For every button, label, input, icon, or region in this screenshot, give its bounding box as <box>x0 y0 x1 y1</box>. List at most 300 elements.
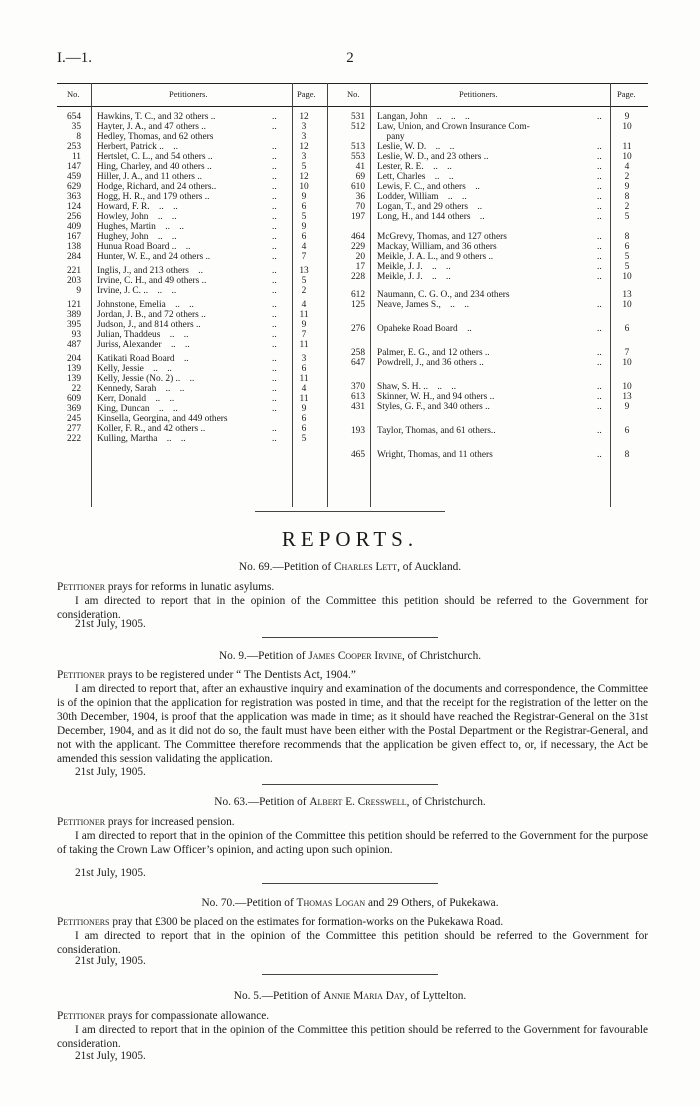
petitioner-name: Hunter, W. E., and 24 others .. <box>97 252 211 262</box>
leader-dots: .. <box>597 324 602 334</box>
petition-number: 124 <box>66 202 81 212</box>
document-code: I.—1. <box>57 50 92 66</box>
page-reference: 6 <box>301 202 307 212</box>
page-reference: 3 <box>301 132 307 142</box>
section-rule <box>255 511 445 512</box>
leader-dots: .. <box>597 392 602 402</box>
petitioner-name: Kulling, Martha .. .. <box>97 434 186 444</box>
petition-number: 70 <box>355 202 365 212</box>
petition-number: 204 <box>66 354 81 364</box>
index-row <box>57 435 327 445</box>
petitioner-name: Kelly, Jessie (No. 2) .. .. <box>97 374 195 384</box>
report-separator <box>262 974 438 975</box>
page-reference: 6 <box>624 426 630 436</box>
report-title-prefix: No. 70.—Petition of <box>201 897 297 909</box>
petition-number: 17 <box>355 262 365 272</box>
report-date: 21st July, 1905. <box>75 867 146 879</box>
report-body: I am directed to report that in the opinion of the Committee this petition should be referred to the Government for the purpose of taking the Crown Law Officer’s opinion, and acting upon such opinion. <box>57 830 648 856</box>
index-row <box>337 359 648 369</box>
leader-dots: .. <box>597 182 602 192</box>
page-reference: 11 <box>299 374 309 384</box>
page-reference: 6 <box>301 232 307 242</box>
petition-number: 221 <box>66 266 81 276</box>
petitioner-name: Lett, Charles .. .. <box>377 172 454 182</box>
petition-number: 121 <box>66 300 81 310</box>
petitioner-name: Hayter, J. A., and 47 others .. <box>97 122 206 132</box>
petition-number: 395 <box>66 320 81 330</box>
page-reference: 12 <box>299 142 309 152</box>
petitioner-name: Lodder, William .. .. <box>377 192 467 202</box>
page-reference: 11 <box>299 340 309 350</box>
leader-dots: .. <box>597 172 602 182</box>
petition-number: 431 <box>350 402 365 412</box>
header-no-left: No. <box>67 89 80 99</box>
page-reference: 5 <box>301 276 307 286</box>
petitioner-name: Irvine, C. H., and 49 others .. <box>97 276 207 286</box>
page-reference: 9 <box>301 320 307 330</box>
page-reference: 8 <box>624 192 630 202</box>
leader-dots: .. <box>272 222 277 232</box>
petition-number: 138 <box>66 242 81 252</box>
index-row <box>57 341 327 351</box>
page-reference: 11 <box>299 310 309 320</box>
leader-dots: .. <box>272 276 277 286</box>
petition-number: 147 <box>66 162 81 172</box>
report-title-prefix: No. 63.—Petition of <box>214 796 310 808</box>
petitioner-name: Thomas Logan <box>296 897 366 909</box>
petition-number: 139 <box>66 364 81 374</box>
index-row <box>337 213 648 223</box>
petition-number: 9 <box>76 286 81 296</box>
report-date: 21st July, 1905. <box>75 1050 146 1062</box>
petitioner-name: Julian, Thaddeus .. .. <box>97 330 189 340</box>
petition-number: 531 <box>350 112 365 122</box>
petition-number: 35 <box>71 122 81 132</box>
petition-number: 459 <box>66 172 81 182</box>
report-prayer <box>57 668 648 682</box>
petition-number: 284 <box>66 252 81 262</box>
leader-dots: .. <box>272 112 277 122</box>
petitioner-name: Kinsella, Georgina, and 449 others <box>97 414 228 424</box>
prayer-text: prays for reforms in lunatic asylums. <box>105 581 275 593</box>
petitioner-name: Langan, John .. .. .. <box>377 112 470 122</box>
petition-number: 487 <box>66 340 81 350</box>
page-reference: 9 <box>624 402 630 412</box>
page-reference: 9 <box>301 404 307 414</box>
header-petitioners-right: Petitioners. <box>459 89 498 99</box>
page-reference: 10 <box>622 382 632 392</box>
page-reference: 9 <box>624 182 630 192</box>
leader-dots: .. <box>597 252 602 262</box>
header-page-left: Page. <box>297 89 316 99</box>
petitioner-name: Hodge, Richard, and 24 others.. <box>97 182 217 192</box>
leader-dots: .. <box>272 172 277 182</box>
leader-dots: .. <box>272 232 277 242</box>
petitioner-name: Styles, G. F., and 340 others .. <box>377 402 490 412</box>
petitioner-name: Hedley, Thomas, and 62 others <box>97 132 214 142</box>
leader-dots: .. <box>597 426 602 436</box>
petitioner-name: Opaheke Road Board .. <box>377 324 472 334</box>
index-header <box>57 83 648 107</box>
leader-dots: .. <box>597 262 602 272</box>
petitioner-name: King, Duncan .. .. <box>97 404 178 414</box>
leader-dots: .. <box>272 300 277 310</box>
report-title <box>0 897 700 909</box>
petitioner-name: Katikati Road Board .. <box>97 354 189 364</box>
petition-number: 229 <box>350 242 365 252</box>
petition-number: 253 <box>66 142 81 152</box>
petition-number: 409 <box>66 222 81 232</box>
page-reference: 9 <box>624 112 630 122</box>
page-reference: 12 <box>299 112 309 122</box>
leader-dots: .. <box>272 424 277 434</box>
petition-number: 8 <box>76 132 81 142</box>
petition-number: 629 <box>66 182 81 192</box>
report-title <box>0 650 700 662</box>
report-title-prefix: No. 5.—Petition of <box>233 990 324 1002</box>
petition-number: 41 <box>355 162 365 172</box>
petition-number: 197 <box>350 212 365 222</box>
petitioner-name: Hughes, Martin .. .. <box>97 222 184 232</box>
petitioner-name: Inglis, J., and 213 others .. <box>97 266 203 276</box>
index-row <box>337 451 648 461</box>
index-row <box>57 253 327 263</box>
report-date: 21st July, 1905. <box>75 766 146 778</box>
report-title-suffix: and 29 Others, of Pukekawa. <box>365 897 499 909</box>
leader-dots: .. <box>272 242 277 252</box>
divider <box>610 83 611 507</box>
page-number: 2 <box>346 50 354 66</box>
petition-number: 245 <box>66 414 81 424</box>
petitioner-name: Palmer, E. G., and 12 others .. <box>377 348 490 358</box>
leader-dots: .. <box>272 340 277 350</box>
page-reference: 5 <box>624 252 630 262</box>
leader-dots: .. <box>597 300 602 310</box>
page-reference: 2 <box>624 202 630 212</box>
petitioner-label: Petitioner <box>57 669 106 681</box>
leader-dots: .. <box>272 286 277 296</box>
report-title-suffix: , of Christchurch. <box>406 796 486 808</box>
leader-dots: .. <box>272 142 277 152</box>
page-reference: 3 <box>301 354 307 364</box>
petition-number: 464 <box>350 232 365 242</box>
leader-dots: .. <box>597 232 602 242</box>
petitioner-name: Taylor, Thomas, and 61 others.. <box>377 426 496 436</box>
index-body <box>57 107 648 509</box>
leader-dots: .. <box>272 310 277 320</box>
page-reference: 2 <box>301 286 307 296</box>
leader-dots: .. <box>597 162 602 172</box>
index-row <box>57 287 327 297</box>
petitioner-name: Powdrell, J., and 36 others .. <box>377 358 484 368</box>
leader-dots: .. <box>597 382 602 392</box>
leader-dots: .. <box>597 192 602 202</box>
petitioner-name: Kerr, Donald .. .. <box>97 394 175 404</box>
petition-number: 370 <box>350 382 365 392</box>
petition-number: 465 <box>350 450 365 460</box>
page-reference: 5 <box>624 212 630 222</box>
page-reference: 9 <box>301 222 307 232</box>
petitioner-label: Petitioner <box>57 816 106 828</box>
report-body: I am directed to report that, after an exhaustive inquiry and examination of the documents and correspondence, the Committee is of the opinion that the application for registration was posted in time, and that the receipt for the registration of the letter on the 30th December, 1904, is proof that the application was made in time; as it should have reached the Registrar-General on the 31st December, 1904, and as it did not do so, the fault must have been either with the Postal Department or the Registrar-General, and not with the applicant. The Committee therefore recommends that the application be given effect to, or, if necessary, the Act be amended this session validating the application. <box>57 683 648 765</box>
report-body: I am directed to report that in the opinion of the Committee this petition should be referred to the Government for consideration. <box>57 595 648 621</box>
petition-number: 11 <box>71 152 81 162</box>
petitioner-name: Long, H., and 144 others .. <box>377 212 485 222</box>
report-title-prefix: No. 69.—Petition of <box>238 561 335 573</box>
petition-number: 609 <box>66 394 81 404</box>
leader-dots: .. <box>272 212 277 222</box>
report-title-prefix: No. 9.—Petition of <box>218 650 309 662</box>
petitioner-name: Herbert, Patrick .. .. <box>97 142 178 152</box>
petitioner-name: Hughey, John .. .. <box>97 232 177 242</box>
petition-number: 654 <box>66 112 81 122</box>
leader-dots: .. <box>597 202 602 212</box>
report-title <box>0 561 700 573</box>
petition-number: 193 <box>350 426 365 436</box>
report-separator <box>262 784 438 785</box>
page-reference: 3 <box>301 122 307 132</box>
petitioner-name: Howley, John .. .. <box>97 212 177 222</box>
page-reference: 10 <box>622 122 632 132</box>
leader-dots: .. <box>272 252 277 262</box>
petitioner-name: Meikle, J. A. L., and 9 others .. <box>377 252 494 262</box>
leader-dots: .. <box>272 364 277 374</box>
petition-number: 512 <box>350 122 365 132</box>
petitioner-label: Petitioners <box>57 916 110 928</box>
page-reference: 5 <box>301 162 307 172</box>
petitioner-name: Irvine, J. C. .. .. .. <box>97 286 177 296</box>
index-row <box>337 427 648 437</box>
petition-number: 277 <box>66 424 81 434</box>
leader-dots: .. <box>597 242 602 252</box>
leader-dots: .. <box>272 122 277 132</box>
header-petitioners-left: Petitioners. <box>169 89 208 99</box>
page-reference: 13 <box>622 290 632 300</box>
page-reference: 6 <box>624 324 630 334</box>
prayer-text: prays for compassionate allowance. <box>105 1010 270 1022</box>
leader-dots: .. <box>597 212 602 222</box>
leader-dots: .. <box>597 152 602 162</box>
report-prayer <box>57 1009 648 1023</box>
page-reference: 6 <box>301 424 307 434</box>
petitioner-label: Petitioner <box>57 581 106 593</box>
petitioner-name: Kennedy, Sarah .. .. <box>97 384 185 394</box>
petitioner-name: Wright, Thomas, and 11 others <box>377 450 493 460</box>
petition-number: 69 <box>355 172 365 182</box>
petitioner-name: Hiller, J. A., and 11 others .. <box>97 172 202 182</box>
page-reference: 7 <box>624 348 630 358</box>
petition-number: 125 <box>350 300 365 310</box>
petitioner-name: Hing, Charley, and 40 others .. <box>97 162 212 172</box>
report-separator <box>262 637 438 638</box>
petitioner-name: Hertslet, C. L., and 54 others .. <box>97 152 213 162</box>
page-reference: 5 <box>624 262 630 272</box>
leader-dots: .. <box>272 320 277 330</box>
divider <box>91 83 92 507</box>
petitioner-name: pany <box>377 132 405 142</box>
page-reference: 6 <box>301 364 307 374</box>
petitioner-name: Albert E. Cresswell <box>309 796 407 808</box>
petition-number: 228 <box>350 272 365 282</box>
page-reference: 6 <box>624 242 630 252</box>
index-row <box>337 301 648 311</box>
petitioner-name: Charles Lett <box>334 561 398 573</box>
petition-index-table <box>57 83 648 509</box>
page-reference: 7 <box>301 330 307 340</box>
petitioner-name: Lewis, F. C., and others .. <box>377 182 480 192</box>
petition-number: 647 <box>350 358 365 368</box>
report-title-suffix: , of Christchurch. <box>401 650 482 662</box>
index-row <box>337 403 648 413</box>
leader-dots: .. <box>597 142 602 152</box>
page-reference: 10 <box>622 152 632 162</box>
leader-dots: .. <box>597 348 602 358</box>
page-reference: 2 <box>624 172 630 182</box>
index-row <box>337 325 648 335</box>
petition-number: 612 <box>350 290 365 300</box>
petitioner-name: Howard, F. R. .. .. <box>97 202 178 212</box>
petitioner-name: Meikle, J. J. .. .. <box>377 262 451 272</box>
petitioner-name: Leslie, W. D. .. .. <box>377 142 455 152</box>
prayer-text: prays to be registered under “ The Dentists Act, 1904.” <box>105 669 356 681</box>
petitioner-name: Lester, R. E. .. .. <box>377 162 452 172</box>
page-reference: 4 <box>624 162 630 172</box>
petition-number: 36 <box>355 192 365 202</box>
page-reference: 5 <box>301 212 307 222</box>
petitioner-name: Juriss, Alexander .. .. <box>97 340 190 350</box>
leader-dots: .. <box>272 182 277 192</box>
leader-dots: .. <box>597 358 602 368</box>
petition-number: 20 <box>355 252 365 262</box>
leader-dots: .. <box>597 112 602 122</box>
page-reference: 4 <box>301 242 307 252</box>
petitioner-name: Hunua Road Board .. .. <box>97 242 191 252</box>
report-date: 21st July, 1905. <box>75 618 146 630</box>
page-reference: 11 <box>299 394 309 404</box>
divider <box>327 83 328 507</box>
page-reference: 9 <box>301 192 307 202</box>
page-reference: 7 <box>301 252 307 262</box>
leader-dots: .. <box>272 330 277 340</box>
index-row <box>337 273 648 283</box>
divider <box>370 83 371 507</box>
header-no-right: No. <box>347 89 360 99</box>
petitioner-name: Neave, James S., .. .. <box>377 300 469 310</box>
petition-number: 203 <box>66 276 81 286</box>
report-body: I am directed to report that in the opinion of the Committee this petition should be referred to the Government for consideration. <box>57 930 648 956</box>
leader-dots: .. <box>272 434 277 444</box>
petitioner-name: Johnstone, Emelia .. .. <box>97 300 194 310</box>
page-reference: 11 <box>622 142 632 152</box>
page-reference: 12 <box>299 172 309 182</box>
page-reference: 4 <box>301 300 307 310</box>
petitioner-name: Naumann, C. G. O., and 234 others <box>377 290 510 300</box>
petition-number: 93 <box>71 330 81 340</box>
report-title <box>0 990 700 1002</box>
page-reference: 6 <box>301 414 307 424</box>
leader-dots: .. <box>272 192 277 202</box>
report-title <box>0 796 700 808</box>
petition-number: 256 <box>66 212 81 222</box>
petitioner-name: Jordan, J. B., and 72 others .. <box>97 310 206 320</box>
report-title-suffix: , of Lyttelton. <box>404 990 467 1002</box>
petitioner-name: Judson, J., and 814 others .. <box>97 320 201 330</box>
page-reference: 3 <box>301 152 307 162</box>
petitioner-name: Logan, T., and 29 others .. <box>377 202 483 212</box>
report-title-suffix: , of Auckland. <box>397 561 462 573</box>
page-reference: 5 <box>301 434 307 444</box>
leader-dots: .. <box>272 162 277 172</box>
petitioner-name: Meikle, J. J. .. .. <box>377 272 451 282</box>
leader-dots: .. <box>272 152 277 162</box>
reports-heading: REPORTS. <box>281 527 419 551</box>
leader-dots: .. <box>272 394 277 404</box>
petition-number: 363 <box>66 192 81 202</box>
petitioner-name: Law, Union, and Crown Insurance Com- <box>377 122 530 132</box>
petition-number: 258 <box>350 348 365 358</box>
petition-number: 276 <box>350 324 365 334</box>
report-prayer <box>57 915 648 929</box>
report-body: I am directed to report that in the opinion of the Committee this petition should be referred to the Government for favourable consideration. <box>57 1024 648 1050</box>
petitioner-name: James Cooper Irvine <box>308 650 402 662</box>
petition-number: 222 <box>66 434 81 444</box>
petition-number: 139 <box>66 374 81 384</box>
petitioner-name: Hogg, H. R., and 179 others .. <box>97 192 210 202</box>
petition-number: 610 <box>350 182 365 192</box>
page-reference: 8 <box>624 232 630 242</box>
petition-number: 613 <box>350 392 365 402</box>
page-reference: 13 <box>299 266 309 276</box>
petition-number: 553 <box>350 152 365 162</box>
petition-number: 369 <box>66 404 81 414</box>
report-prayer <box>57 580 648 594</box>
petitioner-name: Shaw, S. H. .. .. .. <box>377 382 457 392</box>
leader-dots: .. <box>272 374 277 384</box>
report-prayer <box>57 815 648 829</box>
petitioner-name: Kelly, Jessie .. .. <box>97 364 172 374</box>
report-date: 21st July, 1905. <box>75 955 146 967</box>
petitioner-name: Mackay, William, and 36 others <box>377 242 497 252</box>
page-reference: 4 <box>301 384 307 394</box>
leader-dots: .. <box>272 202 277 212</box>
page-reference: 10 <box>622 272 632 282</box>
prayer-text: prays for increased pension. <box>105 816 235 828</box>
petitioner-name: Leslie, W. D., and 23 others .. <box>377 152 489 162</box>
divider <box>292 83 293 507</box>
leader-dots: .. <box>597 450 602 460</box>
leader-dots: .. <box>272 384 277 394</box>
leader-dots: .. <box>272 404 277 414</box>
petition-number: 513 <box>350 142 365 152</box>
prayer-text: pray that £300 be placed on the estimates for formation-works on the Pukekawa Road. <box>109 916 504 928</box>
petitioner-label: Petitioner <box>57 1010 106 1022</box>
petitioner-name: Skinner, W. H., and 94 others .. <box>377 392 495 402</box>
page-reference: 13 <box>622 392 632 402</box>
page-reference: 10 <box>622 300 632 310</box>
petitioner-name: Koller, F. R., and 42 others .. <box>97 424 206 434</box>
page-reference: 10 <box>299 182 309 192</box>
page-reference: 10 <box>622 358 632 368</box>
leader-dots: .. <box>272 354 277 364</box>
petitioner-name: McGrevy, Thomas, and 127 others <box>377 232 507 242</box>
page-reference: 8 <box>624 450 630 460</box>
header-page-right: Page. <box>617 89 636 99</box>
petition-number: 389 <box>66 310 81 320</box>
leader-dots: .. <box>597 402 602 412</box>
petitioner-name: Annie Maria Day <box>323 990 405 1002</box>
leader-dots: .. <box>272 266 277 276</box>
report-separator <box>262 883 438 884</box>
